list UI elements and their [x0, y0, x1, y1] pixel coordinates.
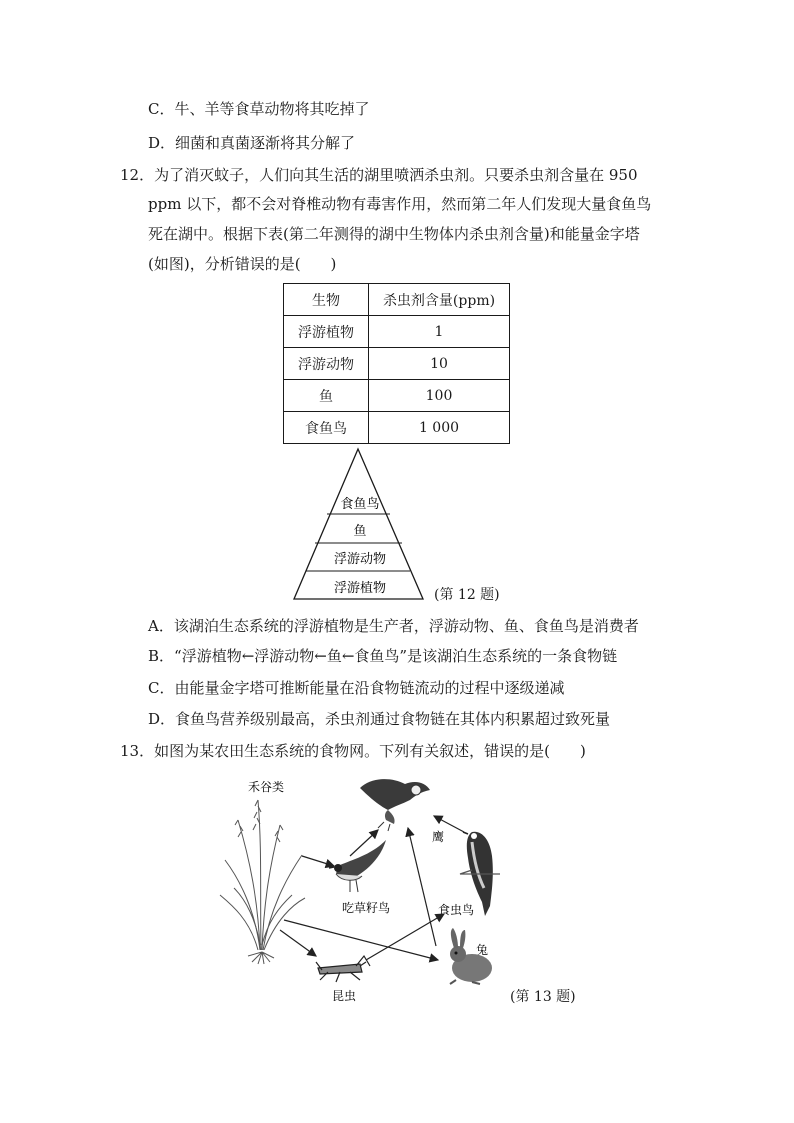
table-cell-organism: 浮游动物 [284, 348, 369, 380]
table-row [284, 316, 510, 348]
q11-option-c: C．牛、羊等食草动物将其吃掉了 [148, 100, 370, 118]
q13-stem: 13．如图为某农田生态系统的食物网。下列有关叙述，错误的是( ) [120, 742, 586, 760]
q12-stem-line1: 12．为了消灭蚊子，人们向其生活的湖里喷洒杀虫剂。只要杀虫剂含量在 950 [120, 166, 638, 184]
pyramid-level-label: 食鱼鸟 [340, 497, 380, 512]
q12-stem-line3: 死在湖中。根据下表(第二年测得的湖中生物体内杀虫剂含量)和能量金字塔 [148, 225, 640, 243]
energy-pyramid [288, 446, 433, 602]
table-cell-organism: 食鱼鸟 [284, 412, 369, 444]
pesticide-table [283, 283, 510, 444]
arrow-grain-to-seed-bird [302, 856, 334, 866]
label-grain: 禾谷类 [248, 780, 285, 794]
arrow-grain-to-rabbit [284, 920, 438, 960]
label-eagle: 鹰 [432, 830, 445, 844]
eagle-icon [360, 779, 430, 831]
table-cell-value: 100 [369, 380, 510, 412]
arrow-grain-to-insect [280, 930, 316, 956]
table-header: 生物 [284, 284, 369, 316]
q11-option-d: D．细菌和真菌逐渐将其分解了 [148, 134, 356, 152]
table-header: 杀虫剂含量(ppm) [369, 284, 510, 316]
q12-figure-caption: (第 12 题) [434, 587, 500, 603]
label-seed-bird: 吃草籽鸟 [342, 901, 391, 915]
q13-figure-caption: (第 13 题) [510, 989, 576, 1005]
seed-bird-icon [329, 840, 386, 892]
q12-option-a: A．该湖泊生态系统的浮游植物是生产者，浮游动物、鱼、食鱼鸟是消费者 [148, 617, 639, 635]
arrow-rabbit-to-eagle [408, 828, 436, 946]
table-row [284, 348, 510, 380]
arrow-insect-to-insect-bird [366, 914, 444, 960]
table-cell-organism: 浮游植物 [284, 316, 369, 348]
table-cell-value: 1 000 [369, 412, 510, 444]
table-row [284, 380, 510, 412]
q12-stem-line4: (如图)，分析错误的是( ) [148, 255, 337, 273]
q12-option-d: D．食鱼鸟营养级别最高，杀虫剂通过食物链在其体内积累超过致死量 [148, 710, 611, 728]
q12-option-b: B．“浮游植物←浮游动物←鱼←食鱼鸟”是该湖泊生态系统的一条食物链 [148, 647, 618, 665]
table-cell-organism: 鱼 [284, 380, 369, 412]
table-header-row [284, 284, 510, 316]
label-rabbit: 兔 [476, 943, 489, 957]
label-insect: 昆虫 [332, 989, 357, 1003]
insect-icon [316, 956, 370, 982]
table-row [284, 412, 510, 444]
pyramid-level-label: 浮游动物 [333, 552, 387, 567]
pyramid-level-label: 鱼 [353, 524, 367, 539]
q12-option-c: C．由能量金字塔可推断能量在沿食物链流动的过程中逐级递减 [148, 679, 565, 697]
q12-stem-line2: ppm 以下，都不会对脊椎动物有毒害作用，然而第二年人们发现大量食鱼鸟 [148, 195, 652, 213]
label-insect-bird: 食虫鸟 [438, 903, 475, 917]
food-web-diagram [210, 770, 510, 1010]
pyramid-level-label: 浮游植物 [333, 581, 387, 596]
table-cell-value: 10 [369, 348, 510, 380]
table-cell-value: 1 [369, 316, 510, 348]
